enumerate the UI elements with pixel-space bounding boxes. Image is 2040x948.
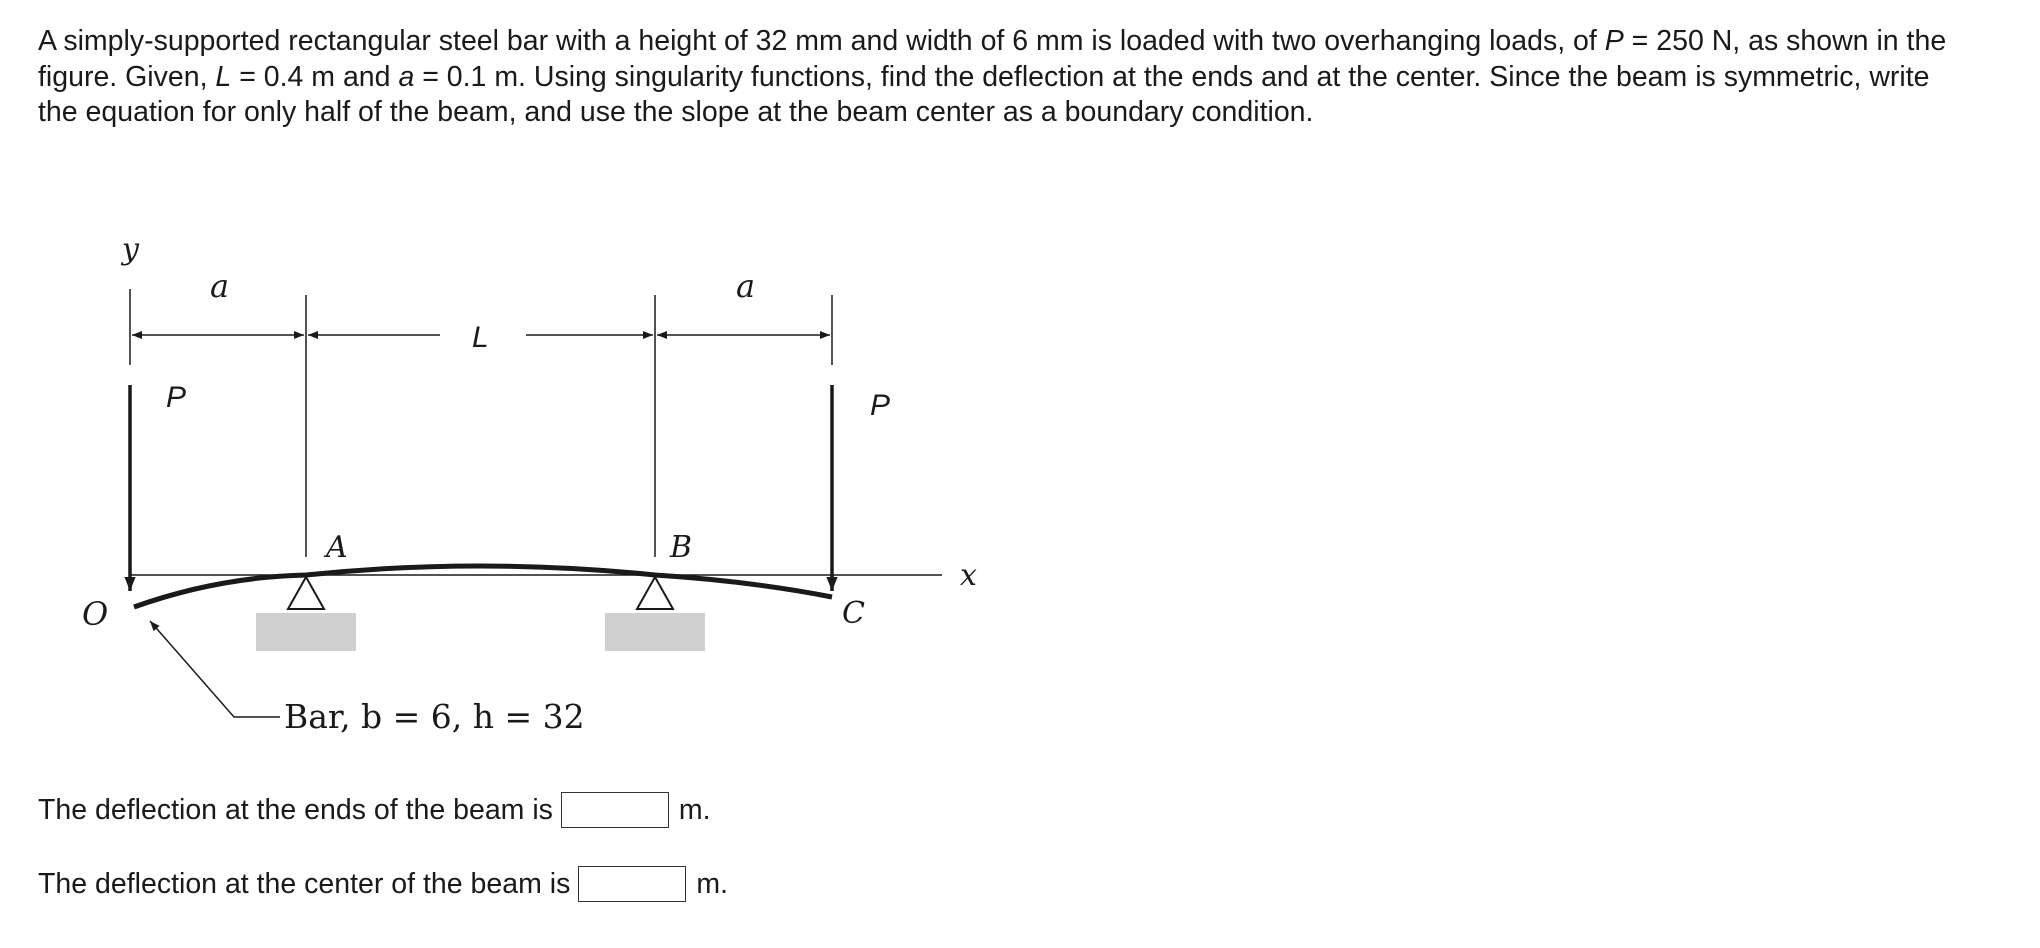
beam-figure xyxy=(70,225,1010,745)
label-x: x xyxy=(960,558,977,593)
label-A: A xyxy=(326,530,348,565)
center-unit: m. xyxy=(696,868,728,900)
answer-row-ends xyxy=(38,790,711,830)
label-P-left: P xyxy=(166,381,187,414)
label-a-right: a xyxy=(736,267,756,305)
label-C: C xyxy=(842,596,865,631)
answer-row-center xyxy=(38,864,728,904)
problem-text-3: = 0.4 m and xyxy=(231,60,399,93)
support-B-triangle xyxy=(637,577,673,609)
symbol-P: P xyxy=(1604,25,1624,57)
center-deflection-input[interactable] xyxy=(578,866,686,902)
ends-unit: m. xyxy=(678,794,711,826)
deflected-beam xyxy=(134,566,832,607)
label-P-right: P xyxy=(870,389,891,422)
support-A-ground xyxy=(256,613,356,651)
label-B: B xyxy=(670,530,693,565)
ends-deflection-input[interactable] xyxy=(561,792,669,828)
label-L: L xyxy=(472,321,489,354)
label-O: O xyxy=(82,595,109,633)
center-prompt: The deflection at the center of the beam is xyxy=(38,868,571,900)
problem-statement xyxy=(38,24,1958,131)
support-A-triangle xyxy=(288,577,324,609)
support-B-ground xyxy=(605,613,705,651)
label-y: y xyxy=(122,232,139,267)
bar-label: Bar, b = 6, h = 32 xyxy=(284,697,585,736)
problem-text-1: A simply-supported rectangular steel bar with a height of 32 mm and width of 6 mm is loaded with two overhanging loads, of xyxy=(38,25,1605,57)
symbol-a: a xyxy=(398,60,415,93)
problem-text-4: = 0.1 m. Using singularity functions, find the deflection at the ends and at the center. Since the beam is symmetric, write the equation for only half of the beam, and use the slope at the beam center as a boundary condition. xyxy=(38,60,1930,128)
problem-text-2: = 250 N, as shown in the figure. Given, xyxy=(38,25,1947,93)
label-a-left: a xyxy=(210,267,230,305)
ends-prompt: The deflection at the ends of the beam is xyxy=(38,794,553,826)
symbol-L: L xyxy=(215,60,232,93)
